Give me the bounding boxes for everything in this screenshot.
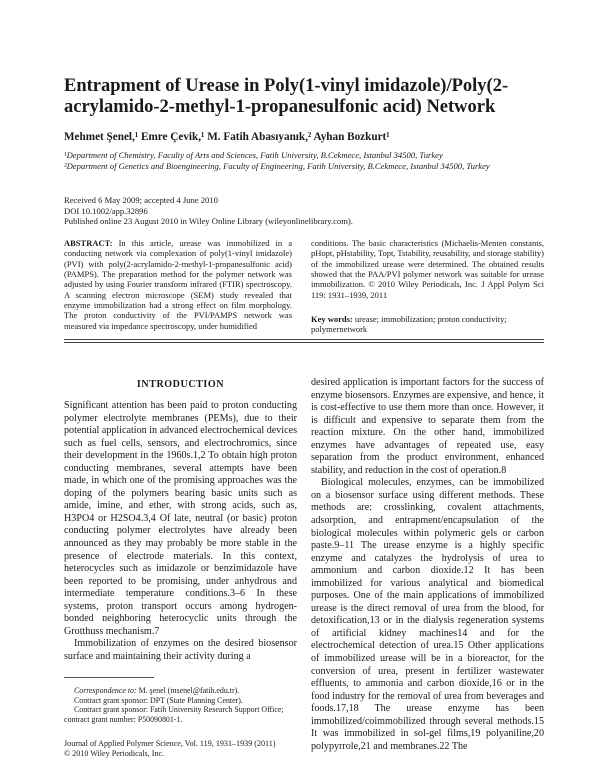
abstract-text-left: In this article, urease was immobilized in a conducting network via complexation of poly(1-vinyl imidazole) (PVI) with poly(2-acrylamido-2-methyl-1-propanesulfonic acid) (PAMPS). The preparation method for the polymer network was adjusted by using Fourier transform infrared (FTIR) spectroscopy. A scanning electron microscope (SEM) study revealed that enzyme immobilization had a strong effect on film morphology. The proton conductivity of the PVI/PAMPS network was measured via impedance spectroscopy, under humidified: [64, 238, 292, 331]
doi: DOI 10.1002/app.32896: [64, 205, 148, 216]
body-column-left: [64, 400, 297, 663]
body-column-right: [311, 377, 544, 753]
section-heading: INTRODUCTION: [136, 379, 225, 390]
grant-note-2: Contract grant sponsor: Fatih University Research Support Office; contract grant number: P50090801-1.: [64, 705, 284, 724]
received-date: Received 6 May 2009; accepted 4 June 2010: [64, 195, 218, 205]
affiliation-2: ²Department of Genetics and Bioengineering, Faculty of Engineering, Fatih University, B.Cekmece, Istanbul 34500, Turkey: [64, 160, 490, 171]
abstract-left: [64, 238, 292, 331]
affiliations: [64, 150, 544, 171]
published-date: Published online 23 August 2010 in Wiley Online Library (wileyonlinelibrary.com).: [64, 216, 353, 226]
header-divider: [64, 339, 544, 340]
correspondence-text: M. şenel (msenel@fatih.edu.tr).: [138, 686, 240, 695]
body-paragraph: Biological molecules, enzymes, can be immobilized on a biosensor surface using different methods. These methods are: crosslinking, covalent attachments, adsorption, and entrapment/encapsulation of the biological molecules within polymeric gels or carbon paste.9–11 The urease enzyme is a highly specific enzyme and catalyzes the hydrolysis of urea to ammonium and carbon dioxide.12 It has been immobilized for various analytical and biomedical purposes. One of the main applications of immobilized urease is the direct removal of urea from the blood, for detoxification,13 or in the dialysis regeneration systems of artificial kidney machines14 and for the electrochemical detection of urea.15 Other applications of immobilized urease will be in a bioreactor, for the conversion of urea, present in fertilizer wastewater effluents, to ammonia and carbon dioxide,16 or in the food industry for the removal of urea from beverages and foods.17,18 The urease enzyme has been immobilized/coimmobilized through several methods.15 It was immobilized in sol-gel films,19 polyaniline,20 polypyrrole,21 and membranes.22 The: [311, 477, 544, 752]
paper-title: Entrapment of Urease in Poly(1-vinyl imidazole)/Poly(2-acrylamido-2-methyl-1-propanesulfonic acid) Network: [64, 76, 509, 117]
correspondence-label: Correspondence to:: [74, 686, 137, 695]
body-paragraph: Immobilization of enzymes on the desired biosensor surface and maintaining their activity during a: [64, 638, 297, 662]
author-list: Mehmet Şenel,¹ Emre Çevik,¹ M. Fatih Abasıyanık,² Ayhan Bozkurt¹: [64, 131, 390, 143]
affiliation-1: ¹Department of Chemistry, Faculty of Arts and Sciences, Fatih University, B.Cekmece, Istanbul 34500, Turkey: [64, 150, 443, 160]
body-paragraph: Significant attention has been paid to proton conducting polymer electrolyte membranes (PEMs), due to their potential application in advanced electrochemical devices such as fuel cells, sensors, and electrochromics, since their development in the 1960s.1,2 To obtain high proton conducting membranes, several attempts have been made, in which one of the promising approaches was the doping of the polymers bearing basic units such as amide, imine, and ether, with strong acids, such as, H3PO4 or H2SO4.3,4 Of late, neutral (or basic) proton conducting polymer electrolytes have already been announced as they may probably be more stable in the presence of electrode materials. In this context, heterocycles such as imidazole or benzimidazole have been reported to be promising, under anhydrous and intermediate temperature conditions.3–6 In these systems, proton transport occurs among hydrogen-bonded neighboring heterocyclic units through the Grotthuss mechanism.7: [64, 400, 297, 637]
header-divider-2: [64, 342, 544, 343]
keywords: [311, 314, 544, 335]
journal-info: [64, 739, 297, 759]
article-dates: [64, 195, 544, 227]
keywords-text: urease; immobilization; proton conductivity; polymernetwork: [311, 314, 507, 335]
copyright: © 2010 Wiley Periodicals, Inc.: [64, 748, 165, 758]
abstract-right: conditions. The basic characteristics (Michaelis-Menten constants, pHopt, pHstability, Topt, Tstability, reusability, and storage stability) of the immobilized urease were determined. The obtained results showed that the PAA/PVI polymer network was suitable for urease immobilization. © 2010 Wiley Periodicals, Inc. J Appl Polym Sci 119: 1931–1939, 2011: [311, 238, 544, 300]
journal-citation: Journal of Applied Polymer Science, Vol. 119, 1931–1939 (2011): [64, 739, 276, 748]
abstract-label: ABSTRACT:: [64, 238, 113, 248]
footnotes: [64, 686, 297, 724]
footnote-divider: [64, 677, 154, 678]
correspondence-note: [64, 686, 297, 696]
grant-note-1: Contract grant sponsor: DPT (State Planning Center).: [74, 695, 243, 705]
keywords-label: Key words:: [311, 314, 353, 324]
body-paragraph: desired application is important factors for the success of enzyme biosensors. Enzymes are expensive, and hence, it is cost-effective to use them more than once. However, it is difficult and expensive to separate them from the reaction mixture. On the other hand, immobilized enzymes have advantages of repeated use, easy separation from the product environment, enhanced stability, and reduction in the cost of operation.8: [311, 377, 544, 476]
